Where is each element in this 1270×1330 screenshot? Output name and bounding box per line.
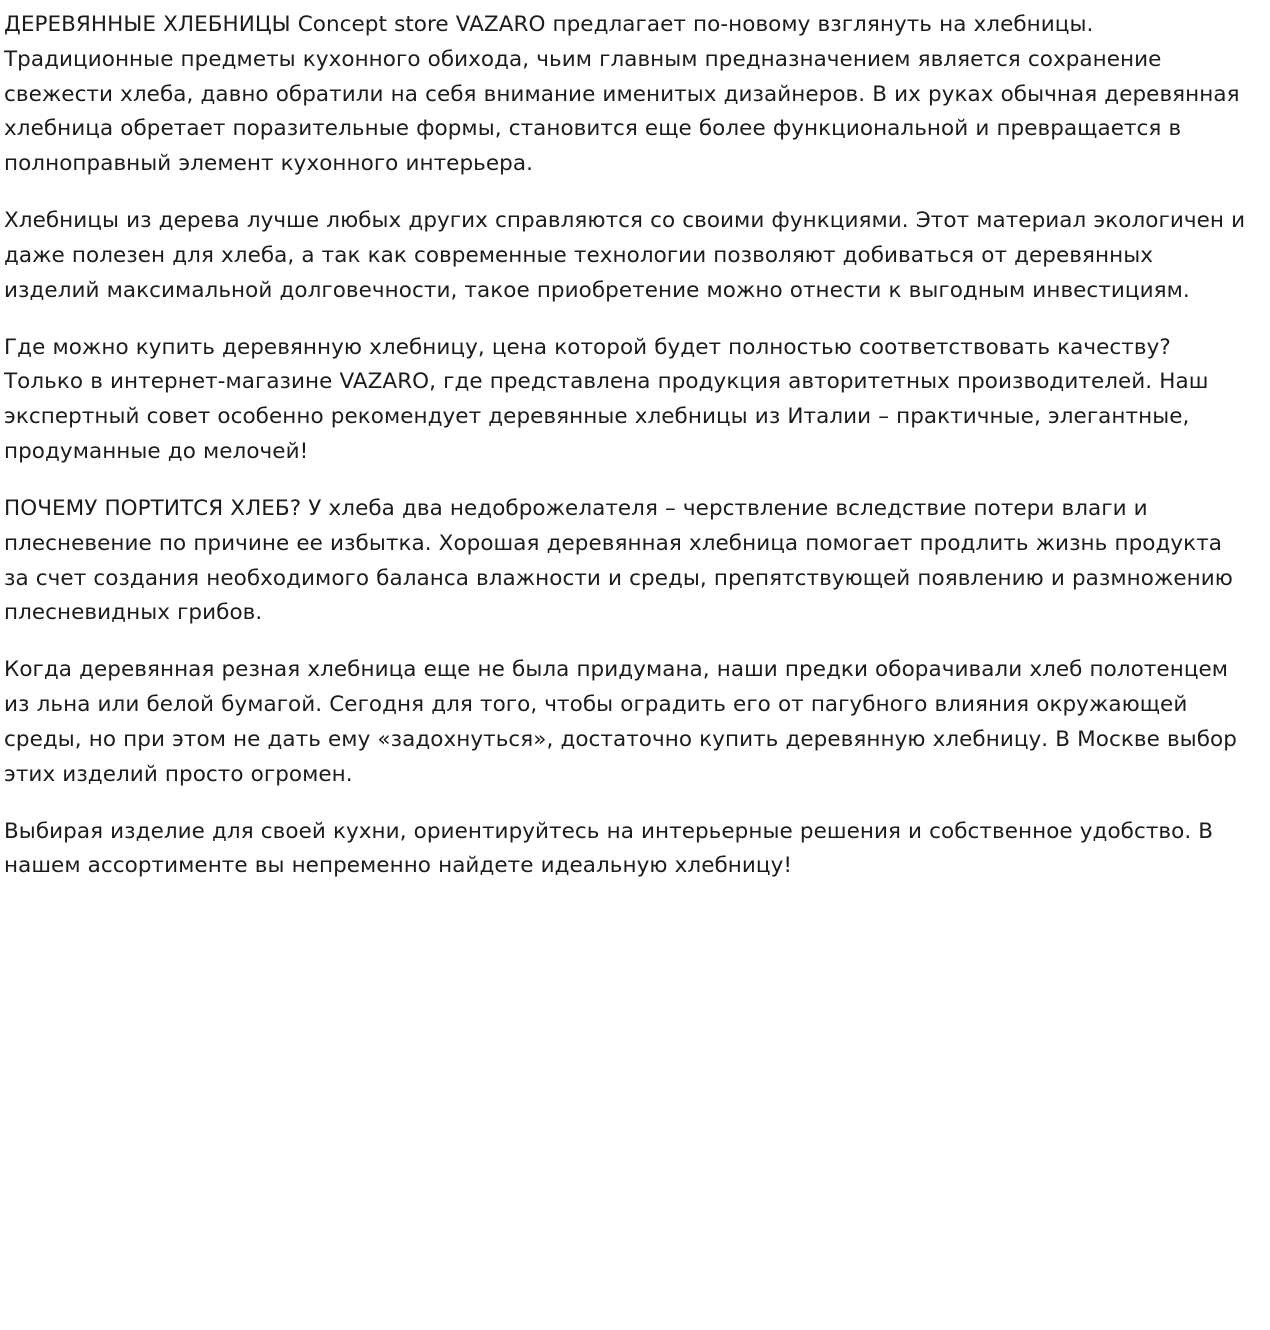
paragraph: ПОЧЕМУ ПОРТИТСЯ ХЛЕБ? У хлеба два недоброжелателя – черствление вследствие потери влаги и плесневение по причине ее избытка. Хорошая деревянная хлебница помогает продлить жизнь продукта за счет создания необходимого баланса влажности и среды, препятствующей появлению и размножению плесневидных грибов. — [4, 495, 1233, 626]
paragraph: ДЕРЕВЯННЫЕ ХЛЕБНИЦЫ Concept store VAZARO предлагает по-новому взглянуть на хлебницы. Традиционные предметы кухонного обихода, чьим главным предназначением является сохранение свежести хлеба, давно обратили на себя внимание именитых дизайнеров. В их руках обычная деревянная хлебница обретает поразительные формы, становится еще более функциональной и превращается в полноправный элемент кухонного интерьера. — [4, 12, 1240, 177]
paragraph: Хлебницы из дерева лучше любых других справляются со своими функциями. Этот материал экологичен и даже полезен для хлеба, а так как современные технологии позволяют добиваться от деревянных изделий максимальной долговечности, такое приобретение можно отнести к выгодным инвестициям. — [4, 208, 1246, 303]
paragraph: Когда деревянная резная хлебница еще не была придумана, наши предки оборачивали хлеб полотенцем из льна или белой бумагой. Сегодня для того, чтобы оградить его от пагубного влияния окружающей среды, но при этом не дать ему «задохнуться», достаточно купить деревянную хлебницу. В Москве выбор этих изделий просто огромен. — [4, 657, 1237, 787]
paragraph: Где можно купить деревянную хлебницу, цена которой будет полностью соответствовать качеству? Только в интернет-магазине VAZARO, где представлена продукция авторитетных производителей. Наш экспертный совет особенно рекомендует деревянные хлебницы из Италии – практичные, элегантные, продуманные до мелочей! — [4, 334, 1209, 465]
paragraph: Выбирая изделие для своей кухни, ориентируйтесь на интерьерные решения и собственное удобство. В нашем ассортименте вы непременно найдете идеальную хлебницу! — [4, 818, 1214, 879]
